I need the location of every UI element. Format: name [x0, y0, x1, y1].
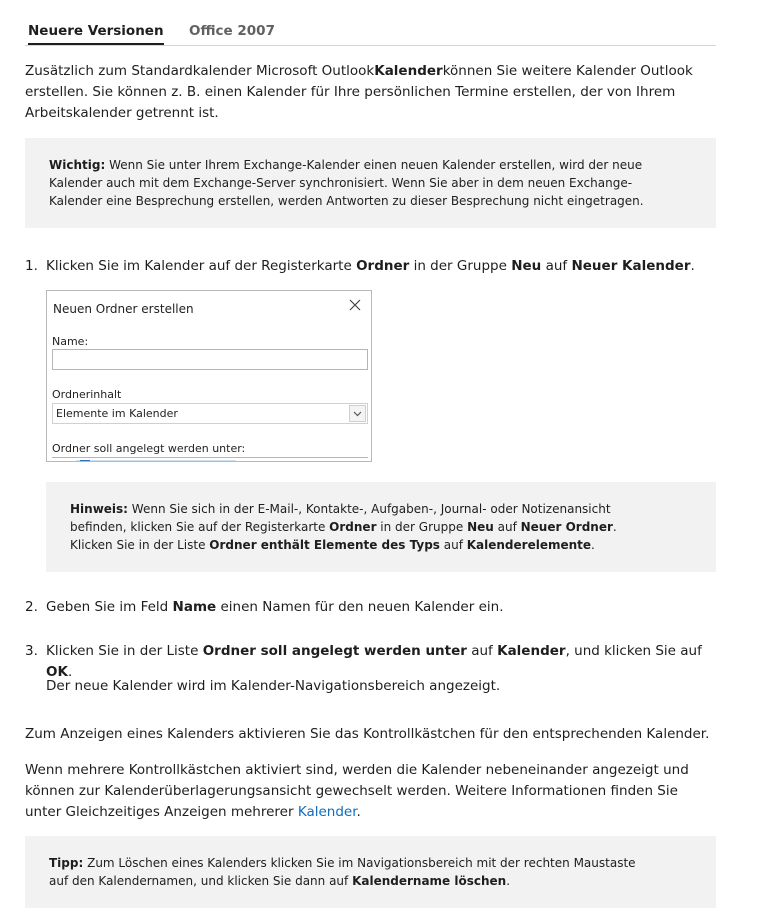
name-label: Name: — [52, 335, 89, 348]
folder-tree — [52, 457, 368, 462]
chevron-down-icon — [349, 405, 366, 422]
new-folder-dialog-screenshot — [46, 290, 372, 462]
important-label: Wichtig: — [49, 158, 106, 172]
step-2-text: Geben Sie im Feld Name einen Namen für den neuen Kalender ein. — [46, 599, 504, 615]
tip-label: Tipp: — [49, 856, 84, 870]
intro-paragraph — [25, 61, 717, 124]
dialog-title: Neuen Ordner erstellen — [53, 302, 194, 316]
hint-label: Hinweis: — [70, 502, 128, 516]
step-3-number: 3. — [25, 643, 38, 659]
important-note — [25, 138, 716, 228]
multi-calendar-paragraph: Wenn mehrere Kontrollkästchen aktiviert sind, werden die Kalender nebeneinander angezeigt und können zur Kalenderüberlagerungsansicht gewechselt werden. Weitere Informationen finden Sie unter Gleichzeitiges Anzeigen mehrerer Kalender. — [25, 762, 689, 820]
intro-text-2: können Sie weitere Kalender Outlook erstellen. Sie können z. B. einen Kalender für Ihre persönlichen Termine erstellen, der von Ihrem Arbeitskalender getrennt ist. — [25, 63, 693, 121]
step-1-text: Klicken Sie im Kalender auf der Registerkarte Ordner in der Gruppe Neu auf Neuer Kalender. — [46, 258, 695, 274]
intro-text-1: Zusätzlich zum Standardkalender Microsoft Outlook — [25, 63, 375, 79]
close-icon — [347, 297, 363, 313]
folder-content-label: Ordnerinhalt — [52, 388, 122, 401]
folder-location-label: Ordner soll angelegt werden unter: — [52, 442, 246, 455]
tab-newer-versions[interactable]: Neuere Versionen — [28, 21, 164, 42]
folder-content-select — [52, 403, 368, 424]
folder-icon — [80, 460, 90, 462]
show-calendar-paragraph: Zum Anzeigen eines Kalenders aktivieren Sie das Kontrollkästchen für den entsprechenden Kalender. — [25, 726, 710, 742]
folder-tree-selection — [76, 460, 236, 462]
step-2-number: 2. — [25, 599, 38, 615]
tip-note: Tipp: Zum Löschen eines Kalenders klicken Sie im Navigationsbereich mit der rechten Maustaste auf den Kalendernamen, und klicken Sie dann auf Kalendername löschen. — [25, 836, 716, 908]
folder-content-value: Elemente im Kalender — [56, 407, 178, 420]
step-3-result: Der neue Kalender wird im Kalender-Navigationsbereich angezeigt. — [46, 678, 501, 694]
name-input — [52, 349, 368, 370]
tab-office-2007[interactable]: Office 2007 — [189, 23, 275, 39]
hint-note: Hinweis: Wenn Sie sich in der E-Mail-, Kontakte-, Aufgaben-, Journal- oder Notizenansicht befinden, klicken Sie auf der Registerkarte Ordner in der Gruppe Neu auf Neuer Ordner. Klicken Sie in der Liste Ordner enthält Elemente des Typs auf Kalenderelemente. — [46, 482, 716, 572]
step-3-text: Klicken Sie in der Liste Ordner soll angelegt werden unter auf Kalender, und klicken Sie auf OK. — [46, 643, 702, 680]
important-text: Wenn Sie unter Ihrem Exchange-Kalender einen neuen Kalender erstellen, wird der neue Kalender auch mit dem Exchange-Server synchronisiert. Wenn Sie aber in dem neuen Exchange-Kalender eine Besprechung erstellen, werden Antworten zu dieser Besprechung nicht eingetragen. — [49, 158, 644, 208]
intro-bold-kalender: Kalender — [374, 63, 443, 79]
version-tabs — [25, 18, 716, 46]
step-1-number: 1. — [25, 258, 38, 274]
calendar-link[interactable]: Kalender — [297, 804, 357, 820]
